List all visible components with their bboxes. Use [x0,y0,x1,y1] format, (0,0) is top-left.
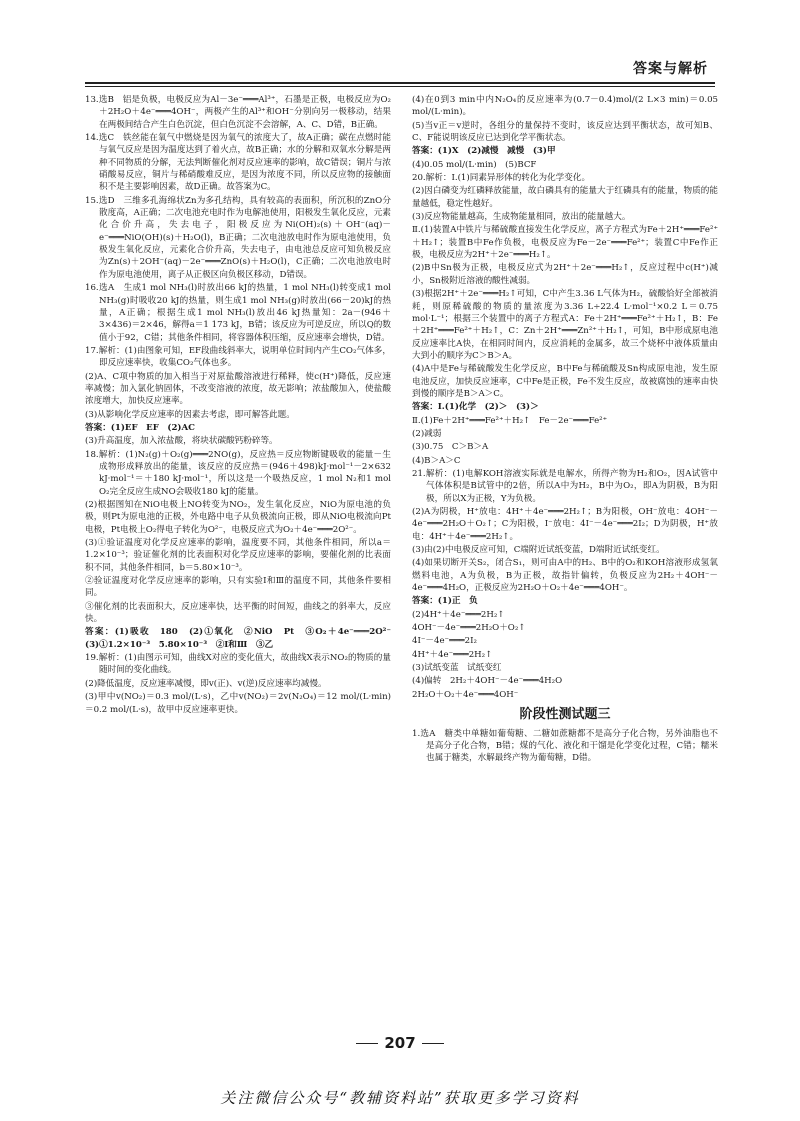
answer-paragraph: (3)甲中v(NO₂)＝0.3 mol/(L·s)，乙中v(NO₂)＝2v(N₂O₄)＝12 mol/(L·min)＝0.2 mol/(L·s)，故甲中反应速率更快。 [85,692,391,715]
page-number-text: 207 [384,1034,416,1052]
answer-paragraph: (4)偏转 2H₂＋4OH⁻－4e⁻═══4H₂O [412,676,563,687]
answer-paragraph: 1.选A 糖类中单糖如葡萄糖、二糖如蔗糖都不是高分子化合物，另外油脂也不是高分子化合物，B错；煤的气化、液化和干馏是化学变化过程，C错；糯米也属于糖类，水解最终产物为葡萄糖，D错。 [412,728,718,764]
page-number-dash [422,1043,444,1044]
answer-paragraph: (2)A为阴极，H⁺放电：4H⁺＋4e⁻═══2H₂↑；B为阳极，OH⁻放电：4OH⁻－4e⁻═══2H₂O＋O₂↑；C为阳极，I⁻放电：4I⁻－4e⁻═══2I₂；D为阴极，H⁺放电：4H⁺＋4e⁻═══2H₂↑。 [412,507,718,542]
answer-paragraph: 15.选D 三维多孔海绵状Zn为多孔结构，具有较高的表面积，所沉积的ZnO分散度高，A正确；二次电池充电时作为电解池使用，阳极发生氧化反应，元素化合价升高，失去电子，阳极反应为Ni(OH)₂(s)＋OH⁻(aq)－e⁻═══NiO(OH)(s)＋H₂O(l)，B正确；二次电池放电时作为原电池使用，负极发生氧化反应，元素化合价升高，失去电子，由电池总反应可知负极反应为Zn(s)＋2OH⁻(aq)－2e⁻═══ZnO(s)＋H₂O(l)，C正确；二次电池放电时作为原电池使用，离子从正极区向负极区移动，D错误。 [85,195,391,280]
footer-note: 关注微信公众号“教辅资料站”获取更多学习资料 [220,1089,580,1107]
answer-paragraph: Ⅱ.(1)装置A中铁片与稀硫酸直接发生化学反应，离子方程式为Fe＋2H⁺═══Fe²⁺＋H₂↑；装置B中Fe作负极，电极反应为Fe－2e⁻═══Fe²⁺；装置C中Fe作正极，电极反应为2H⁺＋2e⁻═══H₂↑。 [412,225,718,261]
answer-paragraph: (4)0.05 mol/(L·min) (5)BCF [412,159,537,170]
answer-paragraph: (3)0.75 C＞B＞A [412,442,489,453]
answer-paragraph: 4I⁻－4e⁻═══2I₂ [412,636,477,647]
answer-line: 答案：(1)吸收 180 (2)①氧化 ②NiO Pt ③O₂＋4e⁻═══2O²⁻ (3)①1.2×10⁻³ 5.80×10⁻³ ②Ⅰ和Ⅲ ③乙 [85,627,400,650]
answer-paragraph: (3)由(2)中电极反应可知，C端附近试纸变蓝，D端附近试纸变红。 [412,545,665,556]
answer-paragraph: (4)B＞A＞C [412,455,461,466]
header-rule [85,82,715,84]
answer-paragraph: ③催化剂的比表面积大，反应速率快，达平衡的时间短，曲线之的斜率大，反应快。 [85,601,391,625]
answer-paragraph: Ⅱ.(1)Fe＋2H⁺═══Fe²⁺＋H₂↑ Fe－2e⁻═══Fe²⁺ [412,415,608,426]
answer-paragraph: (2)4H⁺＋4e⁻═══2H₂↑ [412,609,505,620]
answer-paragraph: (2)B中Sn极为正极，电极反应式为2H⁺＋2e⁻═══H₂↑，反应过程中c(H⁺)减小，Sn极附近溶液的酸性减弱。 [412,263,718,286]
right-column [412,94,721,1029]
answer-paragraph: 4OH⁻－4e⁻═══2H₂O＋O₂↑ [412,623,526,634]
left-column [85,94,400,1029]
answer-paragraph: (4)在0到3 min中内N₂O₄的反应速率为(0.7－0.4)mol/(2 L×3 min)＝0.05 mol/(L·min)。 [412,95,721,118]
page-number-dash [356,1043,378,1044]
answer-paragraph: (5)当v正＝v逆时，各组分的量保持不变时，该反应达到平衡状态，故可知B、C、F能说明该反应已达到化学平衡状态。 [412,120,718,144]
header-rule-thin [85,86,715,87]
answer-paragraph: (3)从影响化学反应速率的因素去考虑，即可解答此题。 [85,409,295,420]
answer-paragraph: (2)A、C项中物质的加入相当于对原盐酸溶液进行稀释，使c(H⁺)降低，反应速率减慢；加入氯化钠固体，不改变溶液的浓度，故无影响；浓盐酸加入，使盐酸浓度增大，加快反应速率。 [85,371,391,407]
page-number [0,1034,800,1052]
answer-paragraph: 20.解析：Ⅰ.(1)同素异形体的转化为化学变化。 [412,173,591,184]
answer-paragraph: 19.解析：(1)由图示可知，曲线X对应的变化值大，故曲线X表示NO₂的物质的量随时间的变化曲线。 [85,653,391,676]
answer-paragraph: 2H₂O＋O₂＋4e⁻═══4OH⁻ [412,689,519,700]
answer-paragraph: (3)升高温度，加入浓盐酸，将块状碳酸钙粉碎等。 [85,436,278,447]
answer-paragraph: (3)①验证温度对化学反应速率的影响，温度要不同，其他条件相同，所以a＝1.2×10⁻³；验证催化剂的比表面积对化学反应速率的影响，要催化剂的比表面积不同，其他条件相同，b＝5.80×10⁻³。 [85,538,391,573]
page-header [0,0,800,90]
answer-paragraph: ②验证温度对化学反应速率的影响，只有实验Ⅰ和Ⅲ的温度不同，其他条件要相同。 [85,576,391,599]
answer-line: 答案：(1)X (2)减慢 减慢 (3)甲 [412,146,556,157]
answer-paragraph: 21.解析：(1)电解KOH溶液实际就是电解水，所得产物为H₂和O₂，因A试管中气体体积是B试管中的2倍，所以A中为H₂，B中为O₂，即A为阴极，B为阳极，所以X为正极，Y为负极。 [412,468,718,504]
answer-paragraph: (4)如果切断开关S₂，闭合S₁，则可由A中的H₂、B中的O₂和KOH溶液形成氢氧燃料电池，A为负极，B为正极，故指针偏转，负极反应为2H₂＋4OH⁻－4e⁻═══4H₂O，正极反应为2H₂O＋O₂＋4e⁻═══4OH⁻。 [412,558,718,594]
answer-paragraph: 18.解析：(1)N₂(g)＋O₂(g)═══2NO(g)，反应热＝反应物断键吸收的能量－生成物形成释放出的能量，该反应的反应热＝(946＋498)kJ·mol⁻¹－2×632 kJ·mol⁻¹＝＋180 kJ·mol⁻¹，所以这是一个吸热反应，1 mol N₂和1 mol O₂完全反应生成NO会吸收180 kJ的能量。 [85,449,394,497]
answer-paragraph: (3)根据2H⁺＋2e⁻═══H₂↑可知，C中产生3.36 L气体为H₂，硫酸恰好全部被消耗，则原稀硫酸的物质的量浓度为3.36 L÷22.4 L·mol⁻¹×0.2 L＝0.75 mol·L⁻¹；根据三个装置中的离子方程式A：Fe＋2H⁺═══Fe²⁺＋H₂↑，B：Fe＋2H⁺═══Fe²⁺＋H₂↑，C：Zn＋2H⁺═══Zn²⁺＋H₂↑，可知，B中形成原电池反应速率比A快，在相同时间内，反应消耗的金属多，故三个烧杯中液体质量由大到小的顺序为C＞B＞A。 [412,289,721,361]
answer-paragraph: (3)试纸变蓝 试纸变红 [412,663,502,674]
section-title: 阶段性测试题三 [519,707,611,723]
answer-paragraph: 13.选B 铝是负极，电极反应为Al－3e⁻═══Al³⁺，石墨是正极，电极反应为O₂＋2H₂O＋4e⁻═══4OH⁻，两极产生的Al³⁺和OH⁻分别向另一极移动，结果在两极间结合产生白色沉淀，但白色沉淀不会溶解，A、C、D错，B正确。 [85,95,391,130]
answer-paragraph: (2)因白磷变为红磷释放能量，故白磷具有的能量大于红磷具有的能量，物质的能量越低，稳定性越好。 [412,186,718,209]
answer-line: 答案：Ⅰ.(1)化学 (2)＞ (3)＞ [412,402,539,413]
answer-paragraph: (2)减弱 [412,428,442,439]
answer-line: 答案：(1)EF EF (2)AC [85,422,196,433]
answer-paragraph: (2)根据图知在NiO电极上NO转变为NO₂，发生氧化反应，NiO为原电池的负极，则Pt为原电池的正极，外电路中电子从负极流向正极，即从NiO电极流向Pt电极，Pt电极上O₂得电子转化为O²⁻，电极反应式为O₂＋4e⁻═══2O²⁻。 [85,500,391,535]
answer-paragraph: 14.选C 铁丝能在氧气中燃烧是因为氧气的浓度大了，故A正确；碳在点燃时能与氧气反应是因为温度达到了着火点，故B正确；水的分解和双氧水分解是两种不同物质的分解，无法判断催化剂对反应速率的影响，故C错误；铜片与浓硝酸易反应，铜片与稀硝酸难反应，是因为浓度不同，所以反应物的接触面积不是主要影响因素，故D正确。故答案为C。 [85,133,391,193]
answer-line: 答案：(1)正 负 [412,596,478,607]
answer-paragraph: (4)A中是Fe与稀硫酸发生化学反应，B中Fe与稀硫酸及Sn构成原电池，发生原电池反应，加快反应速率，C中Fe是正极，Fe不发生反应，故被腐蚀的速率由快到慢的顺序是B＞A＞C。 [412,364,718,399]
answer-paragraph: (3)反应物能量越高，生成物能量相同，放出的能量越大。 [412,212,631,223]
answer-paragraph: (2)降低温度，反应速率减慢，即v(正)、v(逆)反应速率均减慢。 [85,678,327,689]
answer-paragraph: 16.选A 生成1 mol NH₃(l)时放出66 kJ的热量，1 mol NH₃(l)转变成1 mol NH₃(g)时吸收20 kJ的热量，则生成1 mol NH₃(g)时放出(66－20)kJ的热量，A正确；根据生成1 mol NH₃(l)放出46 kJ热量知：2a－(946＋3×436)＝2×46，解得a＝1 173 kJ，B错；该反应为可逆反应，所以Q的数值小于92，C错；其他条件相同，将容器体积压缩，反应速率会增快，D错。 [85,283,394,343]
answer-paragraph: 4H⁺＋4e⁻═══2H₂↑ [412,649,493,660]
header-title: 答案与解析 [633,61,708,77]
answer-paragraph: 17.解析：(1)由图象可知，EF段曲线斜率大，说明单位时间内产生CO₂气体多，即反应速率快，收集CO₂气体也多。 [85,345,391,369]
